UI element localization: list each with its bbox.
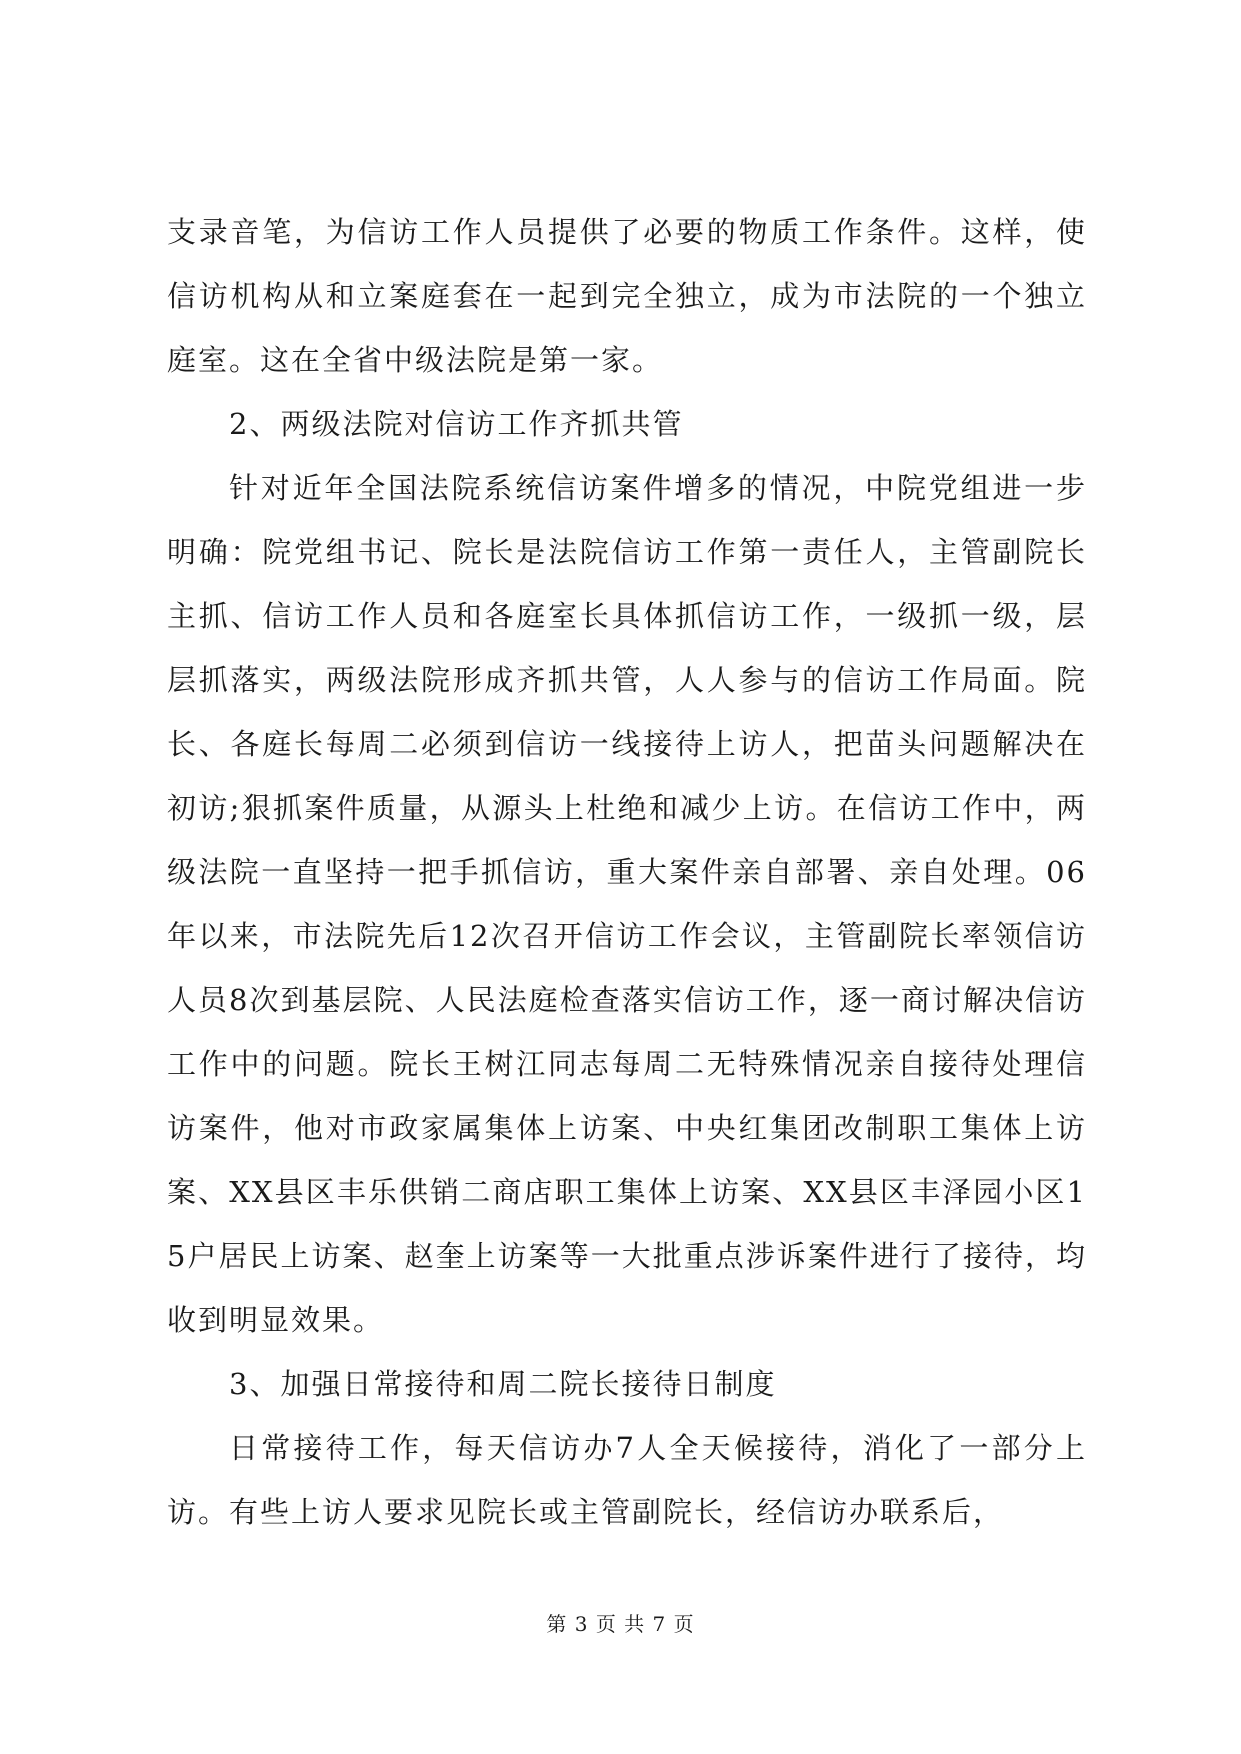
paragraph-body: 针对近年全国法院系统信访案件增多的情况，中院党组进一步明确：院党组书记、院长是法院信访工作第一责任人，主管副院长主抓、信访工作人员和各庭室长具体抓信访工作，一级抓一级，层层抓落实，两级法院形成齐抓共管，人人参与的信访工作局面。院长、各庭长每周二必须到信访一线接待上访人，把苗头问题解决在初访;狠抓案件质量，从源头上杜绝和减少上访。在信访工作中，两级法院一直坚持一把手抓信访，重大案件亲自部署、亲自处理。06年以来，市法院先后12次召开信访工作会议，主管副院长率领信访人员8次到基层院、人民法庭检查落实信访工作，逐一商讨解决信访工作中的问题。院长王树江同志每周二无特殊情况亲自接待处理信访案件，他对市政家属集体上访案、中央红集团改制职工集体上访案、XX县区丰乐供销二商店职工集体上访案、XX县区丰泽园小区15户居民上访案、赵奎上访案等一大批重点涉诉案件进行了接待，均收到明显效果。	[167, 471, 1087, 1337]
paragraph-body-continued: 日常接待工作，每天信访办7人全天候接待，消化了一部分上访。有些上访人要求见院长或主管副院长，经信访办联系后，	[167, 1431, 1087, 1529]
section-heading-2: 2、两级法院对信访工作齐抓共管	[229, 407, 684, 441]
document-body	[167, 200, 1087, 1544]
paragraph-continuation: 支录音笔，为信访工作人员提供了必要的物质工作条件。这样，使信访机构从和立案庭套在一起到完全独立，成为市法院的一个独立庭室。这在全省中级法院是第一家。	[167, 215, 1087, 377]
section-heading-3: 3、加强日常接待和周二院长接待日制度	[229, 1367, 777, 1401]
page-number-footer: 第 3 页 共 7 页	[546, 1612, 695, 1636]
